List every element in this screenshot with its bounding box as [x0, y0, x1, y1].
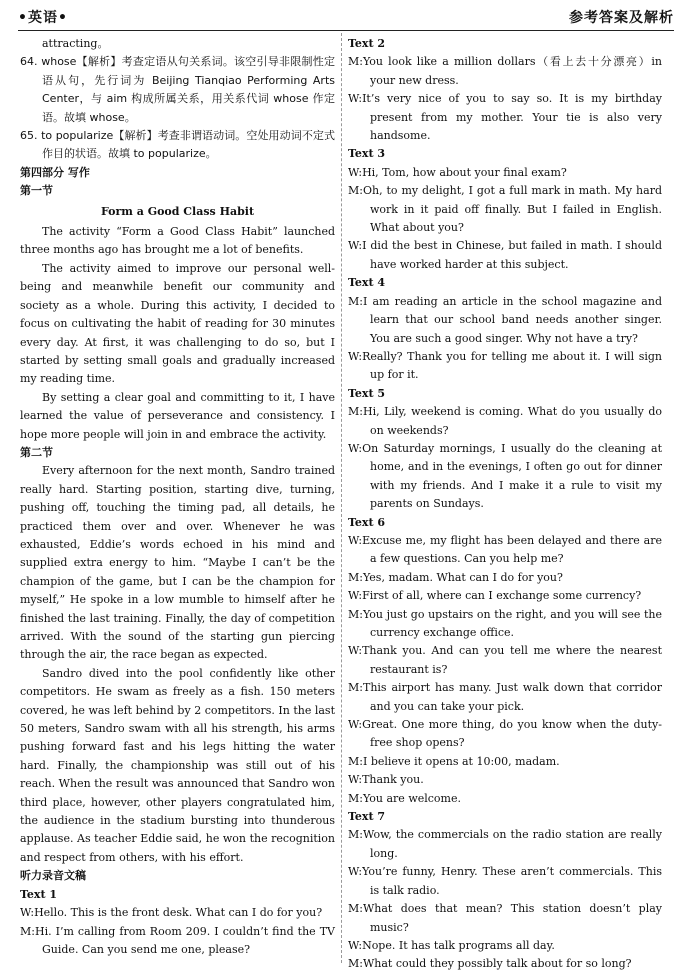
speaker-label: M: — [348, 681, 363, 695]
utterance: Great. One more thing, do you know when the duty-free shop opens? — [362, 718, 662, 750]
utterance: Yes, madam. What can I do for you? — [362, 570, 563, 584]
dialogue-line — [348, 440, 662, 514]
dialogue-line — [348, 716, 662, 753]
speaker-label: M: — [348, 754, 363, 768]
essay-paragraph: The activity “Form a Good Class Habit” launched three months ago has brought me a lot of benefits. — [20, 225, 335, 257]
answer-63-tail: attracting。 — [42, 37, 109, 50]
speaker-label: W: — [348, 92, 363, 106]
text-title: Text 2 — [348, 37, 386, 50]
speaker-label: M: — [348, 570, 363, 584]
utterance: Oh, to my delight, I got a full mark in math. My hard work in it paid off finally. But I failed in English. What about you? — [362, 184, 662, 235]
right-column — [348, 35, 662, 974]
essay-paragraph: By setting a clear goal and committing to it, I have learned the value of perseverance and consistency. I hope more people will join in and embrace the activity. — [20, 390, 335, 441]
utterance: Hello. This is the front desk. What can I do for you? — [34, 906, 323, 920]
speaker-label: M: — [348, 184, 363, 198]
speaker-label: M: — [20, 924, 35, 938]
dialogue-line — [348, 863, 662, 900]
text-title: Text 3 — [348, 147, 386, 161]
section1-heading: 第一节 — [20, 184, 53, 198]
dialogue-line — [348, 587, 662, 605]
utterance: This airport has many. Just walk down that corridor and you can take your pick. — [362, 681, 662, 713]
text1-title: Text 1 — [20, 887, 58, 901]
answer-64: 64. whose【解析】考查定语从句关系词。该空引导非限制性定语从句，先行词为 Beijing Tianqiao Performing Arts Center，与 aim 构成所属关系，用关系代词 whose 作定语。故填 whose。 — [20, 55, 335, 124]
dialogue-line — [348, 679, 662, 716]
dialogue-line — [348, 771, 662, 789]
speaker-label: M: — [348, 55, 363, 69]
speaker-label: W: — [348, 441, 363, 455]
dialogue-line — [348, 53, 662, 90]
speaker-label: W: — [348, 349, 363, 363]
story-paragraph: Every afternoon for the next month, Sandro trained really hard. Starting position, starting dive, turning, pushing off, touching the timing pad, all details, he practiced them over and over. Whenever he was exhausted, Eddie’s words echoed in his mind and supplied extra energy to him. “Maybe I can’t be the champion of the game, but I can be the champion for myself,” He spoke in a low mumble to himself after he finished the last training. Finally, the day of competition arrived. With the sound of the starting gun piercing through the air, the race began as expected. — [20, 464, 335, 662]
speaker-label: W: — [348, 533, 363, 547]
dialogue-line — [348, 182, 662, 237]
answer-65: 65. to popularize【解析】考查非谓语动词。空处用动词不定式作目的状语。故填 to popularize。 — [20, 129, 335, 161]
utterance: You are welcome. — [362, 791, 461, 805]
utterance: I believe it opens at 10:00, madam. — [362, 754, 560, 768]
speaker-label: W: — [348, 865, 363, 879]
utterance: Really? Thank you for telling me about it. I will sign up for it. — [362, 349, 662, 382]
utterance: You just go upstairs on the right, and you will see the currency exchange office. — [362, 607, 662, 639]
utterance: On Saturday mornings, I usually do the cleaning at home, and in the evenings, I often go out for dinner with my friends. And I make it a rule to visit my parents on Sundays. — [362, 441, 662, 511]
dialogue-line — [348, 348, 662, 385]
text-title: Text 7 — [348, 810, 386, 824]
dialogue-line — [348, 955, 662, 973]
dialogue-line — [348, 569, 662, 587]
section2-heading: 第二节 — [20, 445, 53, 459]
speaker-label: W: — [348, 165, 363, 179]
dialogue-line — [348, 90, 662, 145]
dialogue-line — [348, 403, 662, 440]
utterance: Wow, the commercials on the radio station are really long. — [362, 828, 662, 860]
speaker-label: M: — [348, 607, 363, 621]
dialogue-line — [348, 642, 662, 679]
utterance: You’re funny, Henry. These aren’t commercials. This is talk radio. — [362, 865, 662, 897]
text-title: Text 5 — [348, 386, 386, 400]
speaker-label: M: — [348, 957, 363, 971]
dialogue-line — [348, 237, 662, 274]
speaker-label: W: — [348, 589, 363, 603]
dialogue-line — [348, 293, 662, 348]
utterance: Nope. It has talk programs all day. — [362, 938, 555, 952]
text-title: Text 4 — [348, 276, 386, 290]
dialogue-line — [20, 904, 335, 922]
utterance: Thank you. — [362, 773, 424, 787]
speaker-label: M: — [348, 294, 363, 308]
utterance: Hi, Tom, how about your final exam? — [362, 165, 567, 179]
utterance: What could they possibly talk about for so long? — [362, 957, 632, 971]
dialogue-line — [348, 164, 662, 182]
speaker-label: W: — [348, 644, 363, 658]
utterance: You look like a million dollars（看上去十分漂亮）in your new dress. — [362, 55, 662, 87]
dialogue-line — [348, 532, 662, 569]
utterance: Excuse me, my flight has been delayed and there are a few questions. Can you help me? — [362, 533, 662, 566]
essay-title: Form a Good Class Habit — [100, 204, 255, 218]
utterance: I did the best in Chinese, but failed in math. I should have worked harder at this subject. — [362, 239, 662, 271]
subject-label: •英语• — [18, 10, 68, 26]
dialogue-line — [348, 753, 662, 771]
dialogue-line — [20, 923, 335, 960]
utterance: It’s very nice of you to say so. It is my birthday present from my mother. Your tie is also very handsome. — [362, 92, 662, 143]
page-header — [18, 4, 674, 31]
utterance: Thank you. And can you tell me where the nearest restaurant is? — [362, 644, 662, 676]
text-title: Text 6 — [348, 515, 386, 529]
section-title: 参考答案及解析 — [569, 10, 674, 26]
utterance: I am reading an article in the school magazine and learn that our school band needs another singer. You are such a good singer. Why not have a try? — [362, 294, 662, 345]
speaker-label: W: — [348, 239, 363, 253]
speaker-label: W: — [20, 906, 35, 920]
dialogue-line — [348, 790, 662, 808]
speaker-label: M: — [348, 828, 363, 842]
dialogue-line — [348, 606, 662, 643]
utterance: Hi, Lily, weekend is coming. What do you usually do on weekends? — [362, 405, 662, 437]
speaker-label: M: — [348, 902, 363, 916]
left-column — [20, 35, 335, 959]
story-paragraph: Sandro dived into the pool confidently like other competitors. He swam as freely as a fish. 150 meters covered, he was left behind by 2 competitors. In the last 50 meters, Sandro swam with all his strength, his arms pushing forward fast and his legs hitting the water hard. Finally, the championship was still out of his reach. When the result was announced that Sandro won third place, however, other players congratulated him, the audience in the stadium bursting into thunderous applause. As teacher Eddie said, he won the recognition and respect from others, with his effort. — [20, 666, 335, 864]
dialogue-line — [348, 900, 662, 937]
dialogue-line — [348, 826, 662, 863]
speaker-label: W: — [348, 773, 363, 787]
utterance: First of all, where can I exchange some currency? — [362, 589, 642, 603]
essay-paragraph: The activity aimed to improve our personal well-being and meanwhile benefit our community and society as a whole. During this activity, I decided to focus on cultivating the habit of reading for 30 minutes every day. At first, it was challenging to do so, but I started by setting small goals and gradually increased my reading time. — [20, 261, 335, 386]
transcript-heading: 听力录音文稿 — [20, 869, 86, 883]
speaker-label: W: — [348, 718, 363, 732]
speaker-label: M: — [348, 405, 363, 419]
dialogue-line — [348, 937, 662, 955]
utterance: What does that mean? This station doesn’t play music? — [362, 902, 662, 934]
part4-heading: 第四部分 写作 — [20, 165, 90, 179]
speaker-label: W: — [348, 938, 363, 952]
speaker-label: M: — [348, 791, 363, 805]
utterance: Hi. I’m calling from Room 209. I couldn’t find the TV Guide. Can you send me one, please? — [34, 924, 335, 956]
column-divider — [341, 33, 342, 963]
